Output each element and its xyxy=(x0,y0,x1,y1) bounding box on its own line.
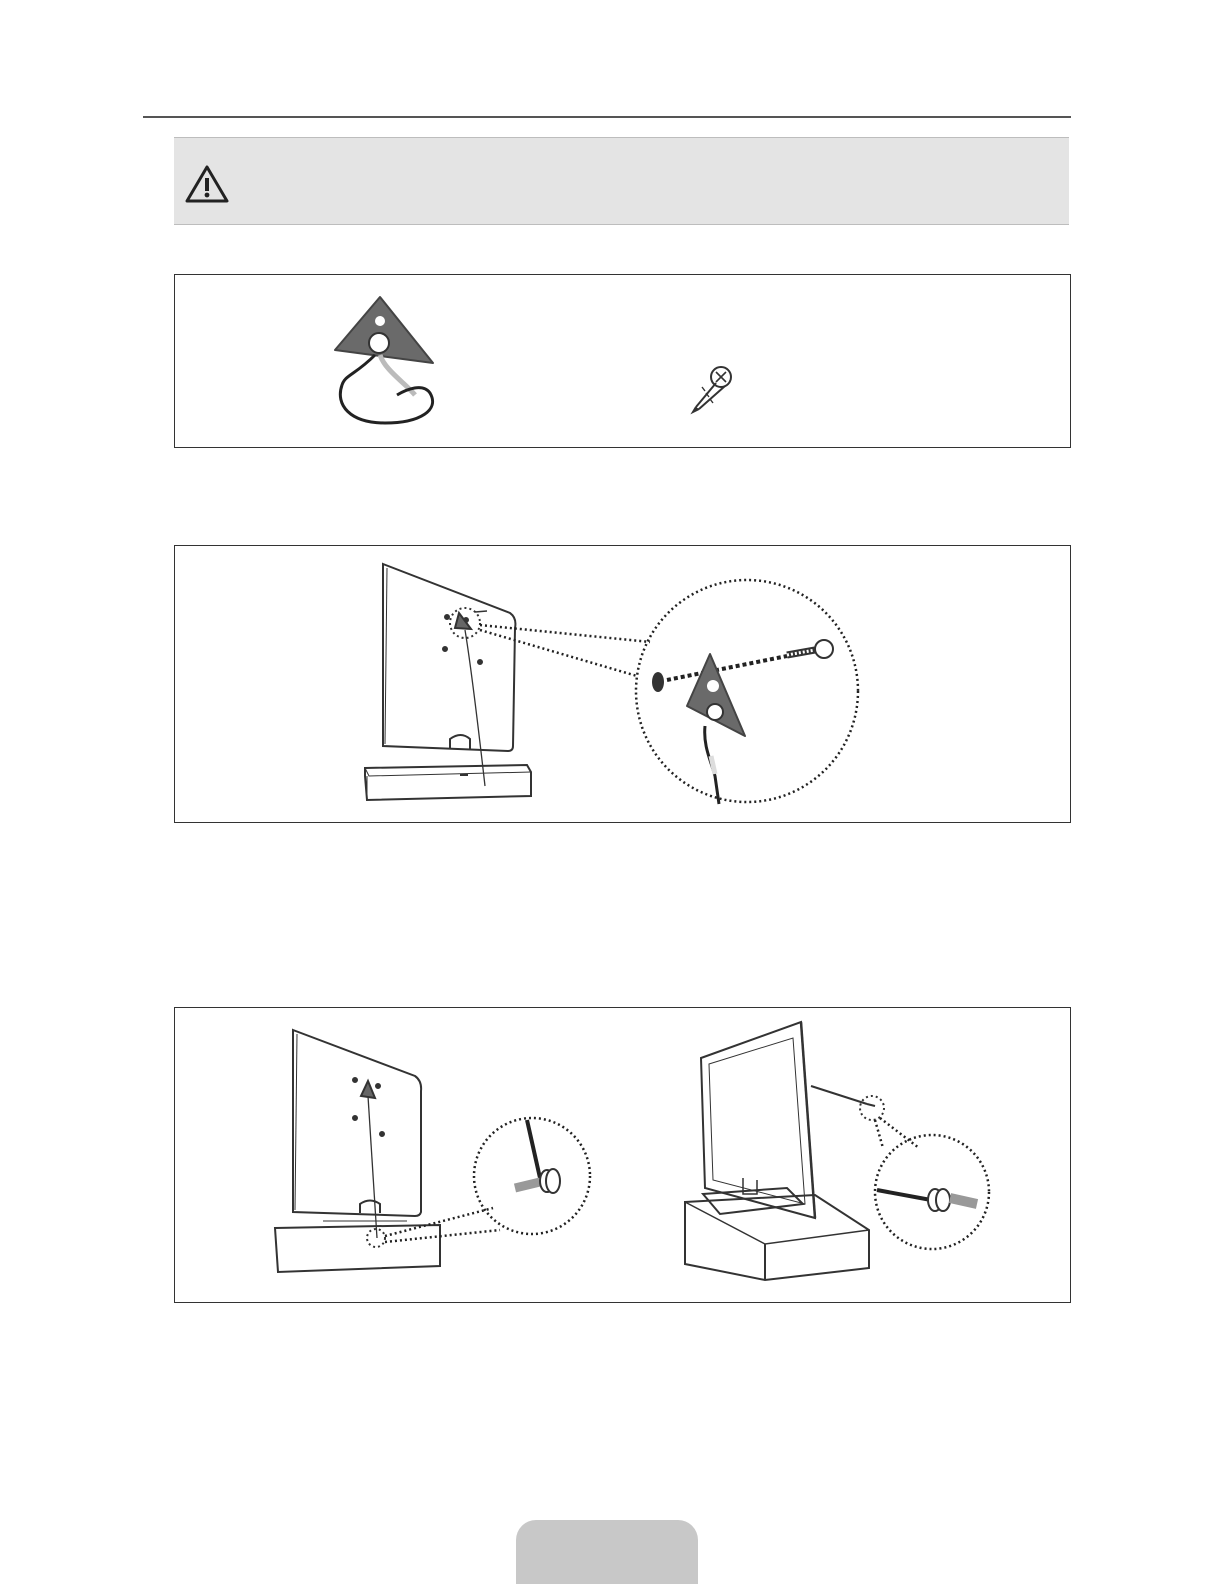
caution-box xyxy=(174,137,1069,225)
stand-detail-callout-right xyxy=(875,1118,989,1249)
wall-bracket-with-cable-icon xyxy=(335,297,433,423)
attach-bracket-panel xyxy=(174,545,1071,823)
header-rule xyxy=(143,116,1071,118)
page-number-tab xyxy=(516,1520,698,1584)
tv-rear-stand-diagram xyxy=(275,1030,440,1272)
stand-detail-callout-left xyxy=(385,1118,590,1242)
tv-rear-diagram xyxy=(365,564,531,800)
screw-icon xyxy=(693,367,731,412)
bracket-detail-callout xyxy=(480,580,858,804)
parts-panel xyxy=(174,274,1071,448)
secure-cable-panel xyxy=(174,1007,1071,1303)
tv-front-stand-diagram xyxy=(685,1022,884,1280)
warning-triangle-icon xyxy=(184,164,230,204)
